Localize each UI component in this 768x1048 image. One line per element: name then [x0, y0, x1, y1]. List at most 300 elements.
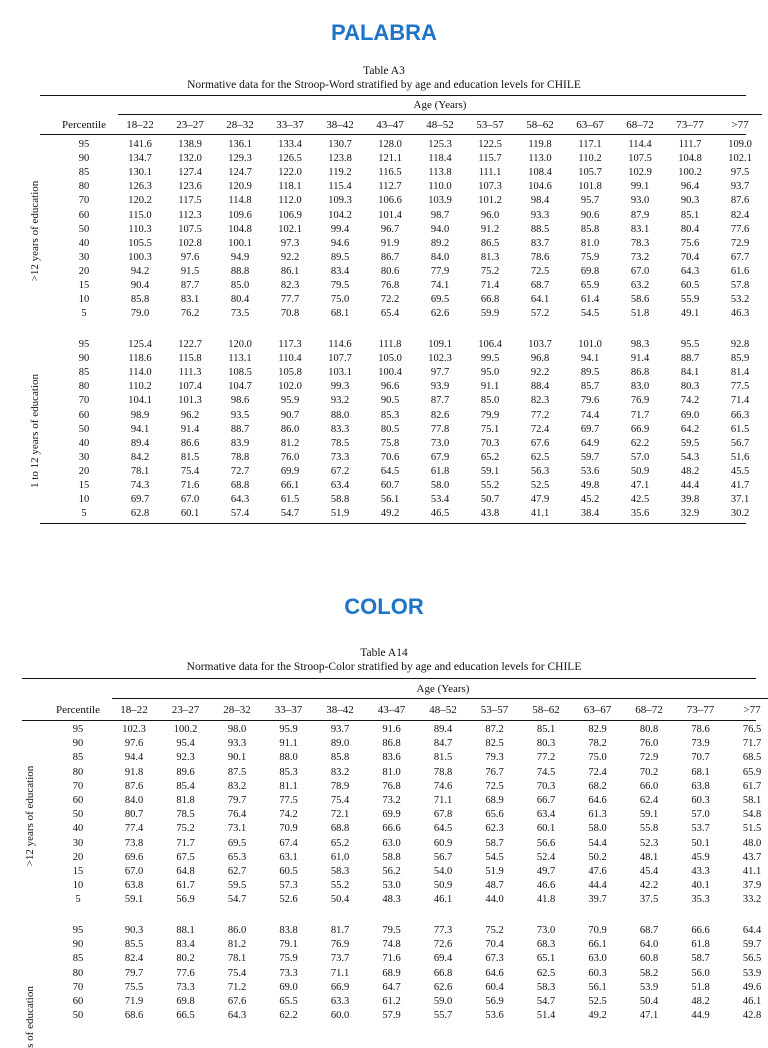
percentile-value: 5 [81, 508, 87, 520]
percentile-value: 50 [78, 223, 90, 235]
table-cell: 73.0 [536, 925, 556, 936]
table-cell: 100.2 [678, 167, 702, 179]
table-cell: 108.5 [228, 367, 252, 379]
table-cell: 73.9 [691, 738, 710, 750]
table-cell: 57.9 [382, 1010, 401, 1022]
table-cell: 76.0 [280, 451, 300, 463]
table-cell: 56.6 [536, 837, 556, 849]
table-cell: 58.7 [485, 837, 504, 849]
table-cell: 83.7 [530, 237, 550, 249]
percentile-value: 70 [72, 780, 84, 792]
table-cell: 54.4 [588, 837, 607, 849]
table-cell: 60.1 [180, 508, 200, 520]
table-cell: 69.0 [279, 981, 298, 993]
table-cell: 78.2 [588, 738, 607, 750]
table-cell: 65.4 [380, 308, 400, 320]
table-cell: 50.9 [630, 465, 650, 477]
table-cell: 91.4 [180, 423, 200, 435]
table-cell: 62.8 [130, 508, 150, 520]
table-cell: 75.5 [124, 981, 144, 993]
table-cell: 76.9 [330, 939, 350, 951]
table-cell: 81.2 [280, 437, 300, 449]
table-cell: 63.4 [536, 809, 556, 821]
table-cell: 56.7 [730, 437, 750, 449]
age-column-header: 68–72 [635, 704, 663, 716]
table-cell: 54.8 [742, 809, 762, 821]
age-column-header: 18–22 [126, 119, 154, 131]
table-cell: 47.1 [630, 480, 650, 491]
table-cell: 87.7 [430, 395, 450, 407]
table-cell: 70.4 [680, 251, 700, 263]
table-cell: 123.8 [328, 153, 352, 165]
table-cell: 86.8 [630, 367, 650, 379]
table-cell: 48.1 [639, 851, 659, 863]
table-cell: 93.7 [330, 724, 350, 735]
table-rule [40, 95, 746, 96]
table-cell: 68.1 [691, 766, 710, 778]
table-cell: 63.1 [279, 851, 298, 863]
table-cell: 71.6 [180, 480, 200, 491]
table-cell: 45.2 [580, 494, 600, 506]
table-cell: 79.5 [382, 925, 401, 936]
table-cell: 54.0 [433, 866, 453, 877]
table-cell: 83.9 [230, 437, 250, 449]
table-label: Table A3 [363, 65, 405, 77]
table-cell: 67.0 [630, 265, 650, 277]
table-cell: 78.1 [227, 953, 247, 965]
table-cell: 65.2 [480, 451, 500, 463]
table-cell: 81.4 [730, 367, 750, 379]
percentile-value: 70 [72, 981, 84, 993]
table-cell: 91.6 [382, 724, 401, 735]
table-cell: 120.2 [128, 195, 152, 207]
table-cell: 37.5 [639, 894, 659, 906]
percentile-value: 10 [78, 494, 90, 506]
table-cell: 65.5 [279, 996, 298, 1007]
table-cell: 46.1 [742, 996, 762, 1007]
table-cell: 73.2 [630, 251, 650, 263]
table-cell: 128.0 [378, 139, 402, 150]
education-group-label: >12 years of education [24, 766, 36, 867]
table-cell: 96.2 [180, 409, 200, 421]
table-cell: 92.3 [176, 752, 195, 764]
table-cell: 65.6 [485, 809, 504, 821]
table-cell: 110.3 [128, 223, 152, 235]
table-cell: 61.8 [430, 465, 450, 477]
table-cell: 45.5 [730, 465, 750, 477]
table-cell: 51.8 [630, 308, 650, 320]
table-cell: 70.9 [279, 823, 298, 835]
table-cell: 57.0 [691, 809, 710, 821]
table-cell: 80.4 [680, 223, 700, 235]
table-cell: 88.7 [680, 353, 700, 365]
table-cell: 43.8 [480, 508, 500, 520]
table-cell: 77.2 [530, 409, 550, 421]
table-cell: 97.7 [430, 367, 450, 379]
table-cell: 125.4 [128, 339, 152, 350]
table-cell: 133.4 [278, 139, 302, 150]
table-cell: 48.3 [382, 894, 401, 906]
age-header: Age (Years) [413, 99, 467, 111]
age-column-header: >77 [743, 704, 761, 716]
table-cell: 115.7 [478, 153, 502, 165]
table-cell: 78.8 [230, 451, 250, 463]
table-cell: 117.5 [178, 195, 202, 207]
table-cell: 60.5 [680, 280, 700, 291]
table-cell: 83.1 [630, 223, 650, 235]
percentile-value: 5 [81, 308, 87, 320]
table-caption: Normative data for the Stroop-Word stratified by age and education levels for CHILE [187, 79, 581, 91]
table-cell: 56.0 [691, 967, 710, 979]
table-cell: 73.3 [330, 451, 350, 463]
table-cell: 69.6 [124, 851, 144, 863]
table-cell: 105.7 [578, 167, 602, 179]
table-cell: 69.9 [382, 809, 401, 821]
table-cell: 70.3 [480, 437, 500, 449]
table-cell: 86.5 [480, 237, 500, 249]
table-cell: 129.3 [228, 153, 252, 165]
table-cell: 64.9 [580, 437, 600, 449]
table-cell: 81.1 [279, 780, 298, 792]
table-cell: 67.8 [433, 809, 453, 821]
percentile-value: 85 [78, 167, 90, 179]
table-cell: 50.2 [588, 851, 607, 863]
table-cell: 83.1 [180, 294, 200, 306]
table-cell: 95.4 [176, 738, 195, 750]
table-cell: 123.6 [178, 181, 202, 193]
table-cell: 53.6 [485, 1010, 504, 1022]
table-cell: 51.9 [485, 866, 504, 877]
table-cell: 60.4 [485, 981, 504, 993]
table-cell: 91.4 [630, 353, 650, 365]
percentile-value: 90 [72, 738, 84, 750]
table-cell: 83.3 [330, 423, 350, 435]
table-cell: 43.3 [691, 866, 710, 877]
table-cell: 83.4 [176, 939, 195, 951]
table-cell: 73.8 [124, 837, 144, 849]
table-cell: 58.0 [588, 823, 607, 835]
table-cell: 71.4 [730, 395, 750, 407]
table-cell: 77.6 [176, 967, 195, 979]
table-cell: 85.3 [279, 766, 298, 778]
table-cell: 103.7 [528, 339, 552, 350]
table-cell: 101.8 [578, 181, 602, 193]
table-cell: 75.8 [380, 437, 400, 449]
table-cell: 88.8 [230, 265, 250, 277]
table-cell: 68.7 [530, 280, 550, 291]
table-cell: 100.4 [378, 367, 402, 379]
table-cell: 62.5 [536, 967, 556, 979]
table-cell: 109.0 [728, 139, 752, 150]
table-cell: 105.8 [278, 367, 302, 379]
table-cell: 88.7 [230, 423, 250, 435]
table-cell: 67.6 [227, 996, 247, 1007]
table-cell: 77.2 [536, 752, 556, 764]
table-cell: 63.8 [691, 780, 710, 792]
table-cell: 107.3 [478, 181, 502, 193]
age-column-header: 43–47 [377, 704, 406, 716]
table-cell: 110.0 [428, 181, 452, 193]
age-header-rule [112, 698, 768, 699]
table-cell: 56.9 [176, 894, 195, 906]
table-cell: 50.1 [691, 837, 710, 849]
table-cell: 58.6 [630, 294, 650, 306]
table-cell: 107.5 [178, 223, 202, 235]
table-cell: 66.6 [382, 823, 401, 835]
table-cell: 113.1 [228, 353, 252, 365]
table-cell: 93.3 [227, 738, 247, 750]
table-cell: 68.8 [330, 823, 350, 835]
table-label: Table A14 [360, 647, 408, 659]
table-cell: 82.9 [588, 724, 607, 735]
table-cell: 59.0 [433, 996, 453, 1007]
percentile-value: 80 [78, 381, 90, 393]
table-cell: 70.2 [639, 766, 659, 778]
table-cell: 127.4 [178, 167, 202, 179]
table-cell: 87.2 [485, 724, 504, 735]
table-cell: 66.1 [280, 480, 300, 491]
table-cell: 104.6 [528, 181, 552, 193]
table-cell: 141.6 [128, 139, 152, 150]
table-cell: 61.5 [280, 494, 300, 506]
age-header: Age (Years) [416, 683, 470, 695]
table-cell: 55.7 [433, 1010, 453, 1022]
table-cell: 94.0 [430, 223, 450, 235]
table-cell: 99.3 [330, 381, 350, 393]
table-cell: 63.0 [588, 953, 607, 965]
percentile-value: 95 [72, 724, 84, 735]
table-cell: 112.3 [178, 209, 202, 221]
table-cell: 84.7 [433, 738, 453, 750]
table-cell: 134.7 [128, 153, 152, 165]
table-cell: 83.6 [382, 752, 401, 764]
table-cell: 82.5 [485, 738, 504, 750]
table-cell: 89.4 [433, 724, 453, 735]
percentile-value: 70 [78, 395, 90, 407]
table-cell: 51.4 [536, 1010, 556, 1022]
table-cell: 61.2 [382, 996, 401, 1007]
age-column-header: 63–67 [576, 119, 604, 131]
table-cell: 90.6 [580, 209, 600, 221]
table-cell: 57.3 [279, 880, 298, 892]
table-cell: 58.8 [330, 494, 350, 506]
table-cell: 49.2 [588, 1010, 607, 1022]
table-cell: 35.6 [630, 508, 650, 520]
table-cell: 80.3 [536, 738, 556, 750]
age-column-header: 73–77 [676, 119, 704, 131]
table-cell: 90.5 [380, 395, 400, 407]
age-column-header: 33–37 [274, 704, 303, 716]
table-cell: 44.0 [485, 894, 504, 906]
table-cell: 75.9 [279, 953, 298, 965]
table-cell: 85.3 [380, 409, 400, 421]
table-cell: 80.2 [176, 953, 195, 965]
table-cell: 78.5 [176, 809, 195, 821]
table-cell: 52.6 [279, 894, 298, 906]
table-cell: 68.5 [742, 752, 762, 764]
table-cell: 104.1 [128, 395, 152, 407]
table-cell: 71.6 [382, 953, 401, 965]
table-cell: 62.6 [430, 308, 450, 320]
table-cell: 98.4 [530, 195, 550, 207]
table-cell: 60.1 [536, 823, 556, 835]
table-cell: 50.4 [639, 996, 659, 1007]
table-cell: 61.5 [730, 423, 750, 435]
table-cell: 68.9 [382, 967, 401, 979]
table-cell: 100.1 [228, 237, 252, 249]
table-cell: 57.4 [230, 508, 250, 520]
table-cell: 43.7 [742, 851, 762, 863]
age-column-header: 53–57 [476, 119, 504, 131]
table-cell: 44.4 [680, 480, 700, 491]
table-cell: 83.8 [279, 925, 298, 936]
table-cell: 94.4 [124, 752, 144, 764]
table-cell: 72.5 [530, 265, 550, 277]
table-cell: 126.5 [278, 153, 302, 165]
table-cell: 93.0 [630, 195, 650, 207]
table-cell: 69.7 [580, 423, 600, 435]
table-cell: 112.0 [278, 195, 302, 207]
table-cell: 54.3 [680, 451, 700, 463]
table-cell: 74.6 [433, 780, 453, 792]
table-cell: 82.3 [530, 395, 550, 407]
table-cell: 58.2 [639, 967, 659, 979]
percentile-value: 50 [72, 1010, 84, 1022]
table-cell: 66.9 [630, 423, 650, 435]
table-cell: 79.1 [279, 939, 298, 951]
table-cell: 63.2 [630, 280, 650, 291]
table-cell: 66.6 [691, 925, 710, 936]
table-cell: 111.1 [478, 167, 502, 179]
table-cell: 106.4 [478, 339, 502, 350]
table-cell: 67.9 [430, 451, 450, 463]
table-cell: 52.5 [588, 996, 607, 1007]
table-rule [40, 134, 746, 135]
table-cell: 82.6 [430, 409, 450, 421]
table-cell: 96.6 [380, 381, 400, 393]
table-cell: 94.6 [330, 237, 350, 249]
percentile-value: 70 [78, 195, 90, 207]
table-cell: 79.0 [130, 308, 150, 320]
table-cell: 32.9 [680, 508, 700, 520]
table-cell: 98.3 [630, 339, 650, 350]
table-cell: 73.3 [176, 981, 195, 993]
table-cell: 80.6 [380, 265, 400, 277]
table-cell: 65.9 [580, 280, 600, 291]
table-cell: 108.4 [528, 167, 552, 179]
table-cell: 75.0 [588, 752, 607, 764]
table-cell: 65.1 [536, 953, 556, 965]
table-cell: 88.0 [330, 409, 350, 421]
percentile-header: Percentile [56, 704, 100, 716]
table-cell: 102.3 [428, 353, 452, 365]
table-cell: 58.8 [382, 851, 401, 863]
table-cell: 79.9 [480, 409, 500, 421]
table-cell: 90.1 [227, 752, 247, 764]
table-cell: 120.9 [228, 181, 252, 193]
table-cell: 65.3 [227, 851, 247, 863]
table-cell: 105.5 [128, 237, 152, 249]
table-cell: 86.6 [180, 437, 200, 449]
table-cell: 85.8 [330, 752, 350, 764]
table-cell: 68.8 [230, 480, 250, 491]
table-cell: 93.9 [430, 381, 450, 393]
table-cell: 100.3 [128, 251, 152, 263]
table-cell: 124.7 [228, 167, 252, 179]
table-cell: 72.2 [380, 294, 400, 306]
table-cell: 39.7 [588, 894, 607, 906]
table-cell: 70.8 [280, 308, 300, 320]
age-column-header: 23–27 [176, 119, 204, 131]
table-cell: 109.6 [228, 209, 252, 221]
table-cell: 68.3 [536, 939, 556, 951]
age-column-header: >77 [731, 119, 749, 131]
table-cell: 89.4 [130, 437, 150, 449]
table-cell: 77.8 [430, 423, 450, 435]
percentile-value: 10 [78, 294, 90, 306]
table-cell: 52.3 [639, 837, 659, 849]
table-cell: 55.8 [639, 823, 659, 835]
table-cell: 73.1 [227, 823, 247, 835]
table-cell: 87.9 [630, 209, 650, 221]
table-cell: 62.2 [630, 437, 650, 449]
age-column-header: 28–32 [223, 704, 251, 716]
table-cell: 85.9 [730, 353, 750, 365]
table-cell: 107.7 [328, 353, 352, 365]
table-cell: 72.7 [230, 465, 250, 477]
table-cell: 55.2 [330, 880, 350, 892]
table-cell: 64.3 [227, 1010, 247, 1022]
table-cell: 81.8 [176, 795, 195, 806]
table-cell: 90.7 [280, 409, 300, 421]
table-cell: 88.5 [530, 223, 550, 235]
table-cell: 91.5 [180, 265, 200, 277]
percentile-value: 30 [78, 251, 90, 263]
table-cell: 89.5 [580, 367, 600, 379]
table-cell: 115.4 [328, 181, 352, 193]
percentile-value: 40 [78, 437, 90, 449]
age-column-header: 58–62 [532, 704, 560, 716]
table-rule [22, 678, 756, 679]
table-cell: 71.1 [433, 795, 453, 806]
table-cell: 113.8 [428, 167, 452, 179]
table-cell: 59.7 [742, 939, 762, 951]
table-cell: 75.1 [480, 423, 500, 435]
table-cell: 89.0 [330, 738, 350, 750]
table-cell: 90.3 [680, 195, 700, 207]
table-cell: 60.3 [691, 795, 710, 806]
table-cell: 72.5 [485, 780, 504, 792]
table-cell: 67.0 [180, 494, 200, 506]
table-cell: 57.0 [630, 451, 650, 463]
table-cell: 80.4 [230, 294, 250, 306]
section-title: PALABRA [331, 20, 437, 45]
table-cell: 59.1 [480, 465, 500, 477]
table-cell: 122.7 [178, 339, 202, 350]
table-cell: 52.4 [536, 851, 556, 863]
table-cell: 72.9 [730, 237, 750, 249]
table-cell: 53.0 [382, 880, 401, 892]
percentile-value: 50 [72, 809, 84, 821]
table-cell: 77.6 [730, 223, 750, 235]
table-cell: 64.0 [639, 939, 659, 951]
table-cell: 57.8 [730, 280, 750, 291]
table-cell: 41.7 [730, 480, 750, 491]
table-cell: 72.4 [530, 423, 550, 435]
table-cell: 104.2 [328, 209, 352, 221]
table-cell: 78.6 [691, 724, 710, 735]
table-cell: 109.3 [328, 195, 352, 207]
